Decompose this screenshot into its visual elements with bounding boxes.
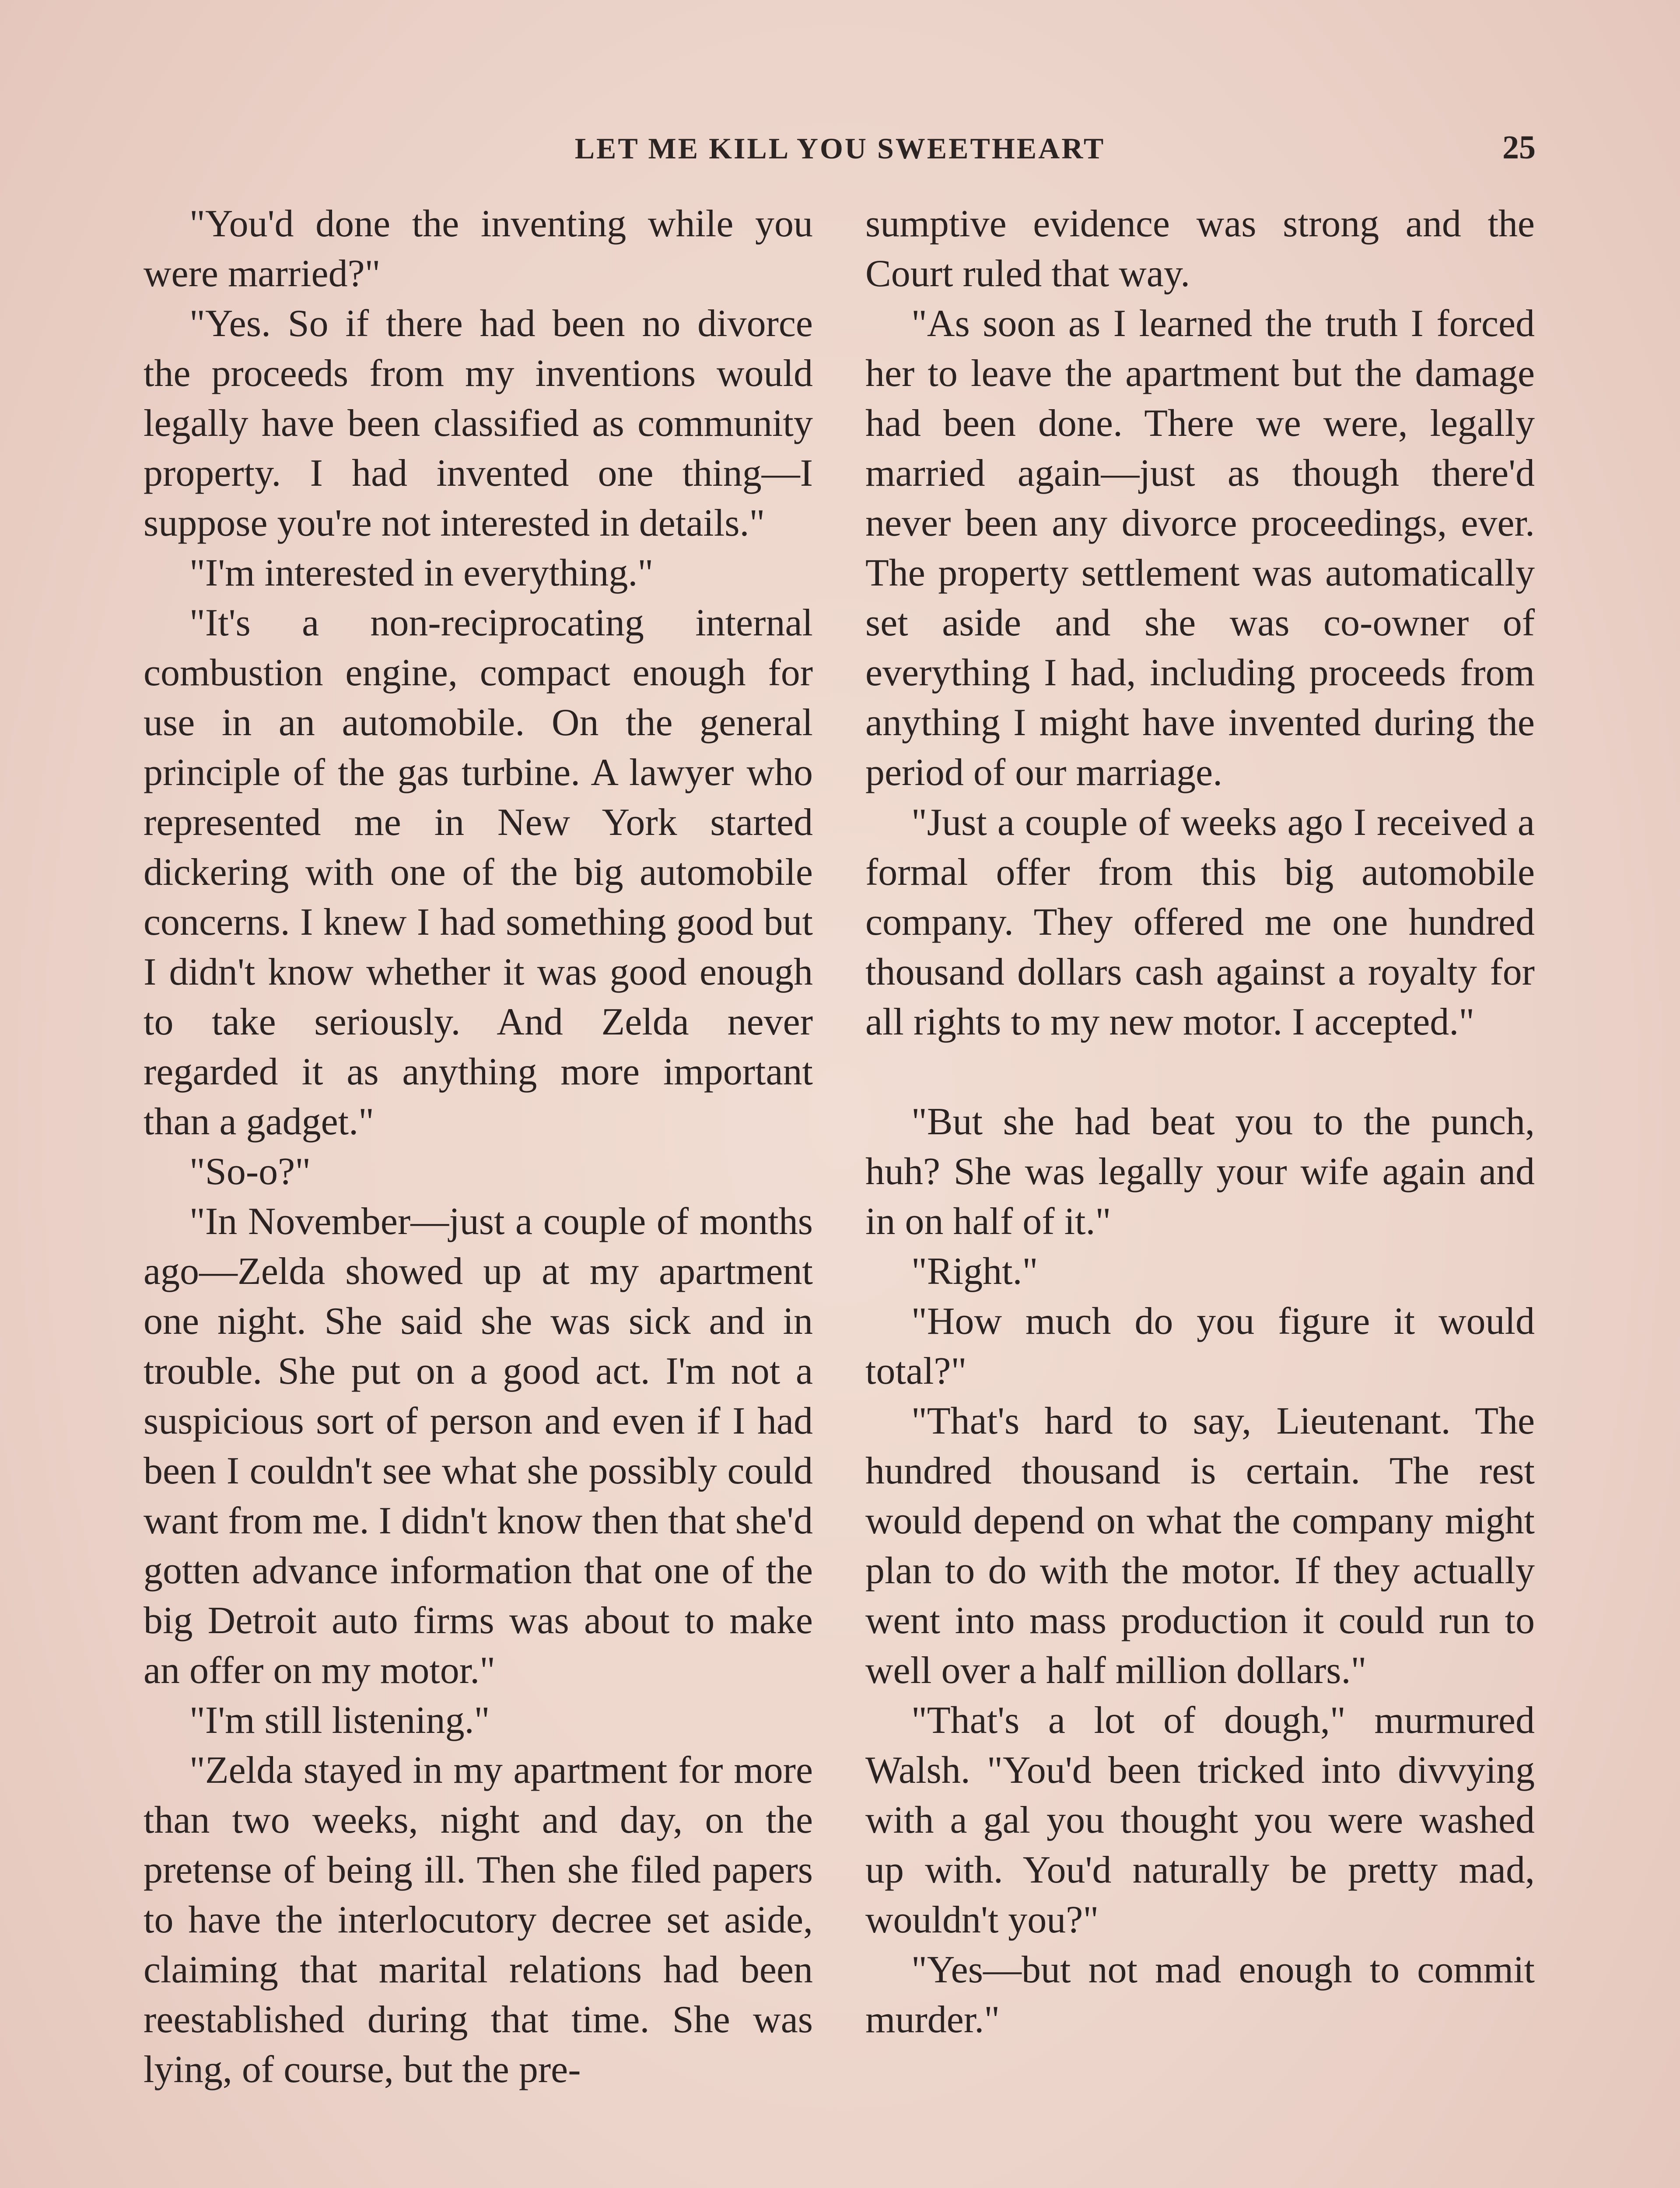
- paragraph: "Right.": [911, 1250, 1038, 1293]
- page-number: 25: [1502, 129, 1536, 166]
- paragraph: "Zelda stayed in my apartment for more than two weeks, night and day, on the pretense of being ill. Then she filed papers to have the interlocutory decree set aside, claiming that marital relations had been reestablished during that time. She was lying, of course, but the pre-: [144, 1749, 813, 2091]
- paragraph-continuation: sumptive evidence was strong and the Court ruled that way.: [865, 203, 1535, 295]
- paragraph: "But she had beat you to the punch, huh? She was legally your wife again and in on half of it.": [865, 1101, 1535, 1243]
- paragraph: "How much do you figure it would total?": [865, 1300, 1535, 1392]
- paragraph: "Just a couple of weeks ago I received a formal offer from this big automobile company. They offered me one hundred thousand dollars cash against a royalty for all rights to my new motor. I accepted.": [865, 801, 1535, 1043]
- paragraph: "So-o?": [189, 1150, 311, 1193]
- page-header: [144, 131, 1536, 184]
- paragraph: "That's a lot of dough," murmured Walsh. "You'd been tricked into divvying with a gal you thought you were washed up with. You'd naturally be pretty mad, wouldn't you?": [865, 1699, 1535, 1941]
- left-column: [144, 199, 813, 2095]
- paragraph: "As soon as I learned the truth I forced her to leave the apartment but the damage had been done. There we were, legally married again—just as though there'd never been any divorce proceedings, ever. The property settlement was automatically set aside and she was co-owner of everything I had, including proceeds from anything I might have invented during the period of our marriage.: [865, 302, 1535, 794]
- paragraph: "It's a non-reciprocating internal combustion engine, compact enough for use in an automobile. On the general principle of the gas turbine. A lawyer who represented me in New York started dickering with one of the big automobile concerns. I knew I had something good but I didn't know whether it was good enough to take seriously. And Zelda never regarded it as anything more important than a gadget.": [144, 602, 813, 1143]
- paragraph: "In November—just a couple of months ago—Zelda showed up at my apartment one night. She said she was sick and in trouble. She put on a good act. I'm not a suspicious sort of person and even if I had been I couldn't see what she possibly could want from me. I didn't know then that she'd gotten advance information that one of the big Detroit auto firms was about to make an offer on my motor.": [144, 1200, 813, 1692]
- paragraph: "You'd done the inventing while you were married?": [144, 203, 813, 295]
- paragraph: "Yes. So if there had been no divorce the proceeds from my inventions would legally have been classified as community property. I had invented one thing—I suppose you're not interested in details.": [144, 302, 813, 544]
- paragraph: "I'm interested in everything.": [189, 552, 654, 594]
- paragraph: "I'm still listening.": [189, 1699, 490, 1742]
- running-title: LET ME KILL YOU SWEETHEART: [574, 132, 1106, 165]
- paragraph: "Yes—but not mad enough to commit murder.": [865, 1949, 1535, 2041]
- paragraph: "That's hard to say, Lieutenant. The hundred thousand is certain. The rest would depend on what the company might plan to do with the motor. If they actually went into mass production it could run to well over a half million dollars.": [865, 1400, 1535, 1692]
- right-column: [865, 199, 1535, 2045]
